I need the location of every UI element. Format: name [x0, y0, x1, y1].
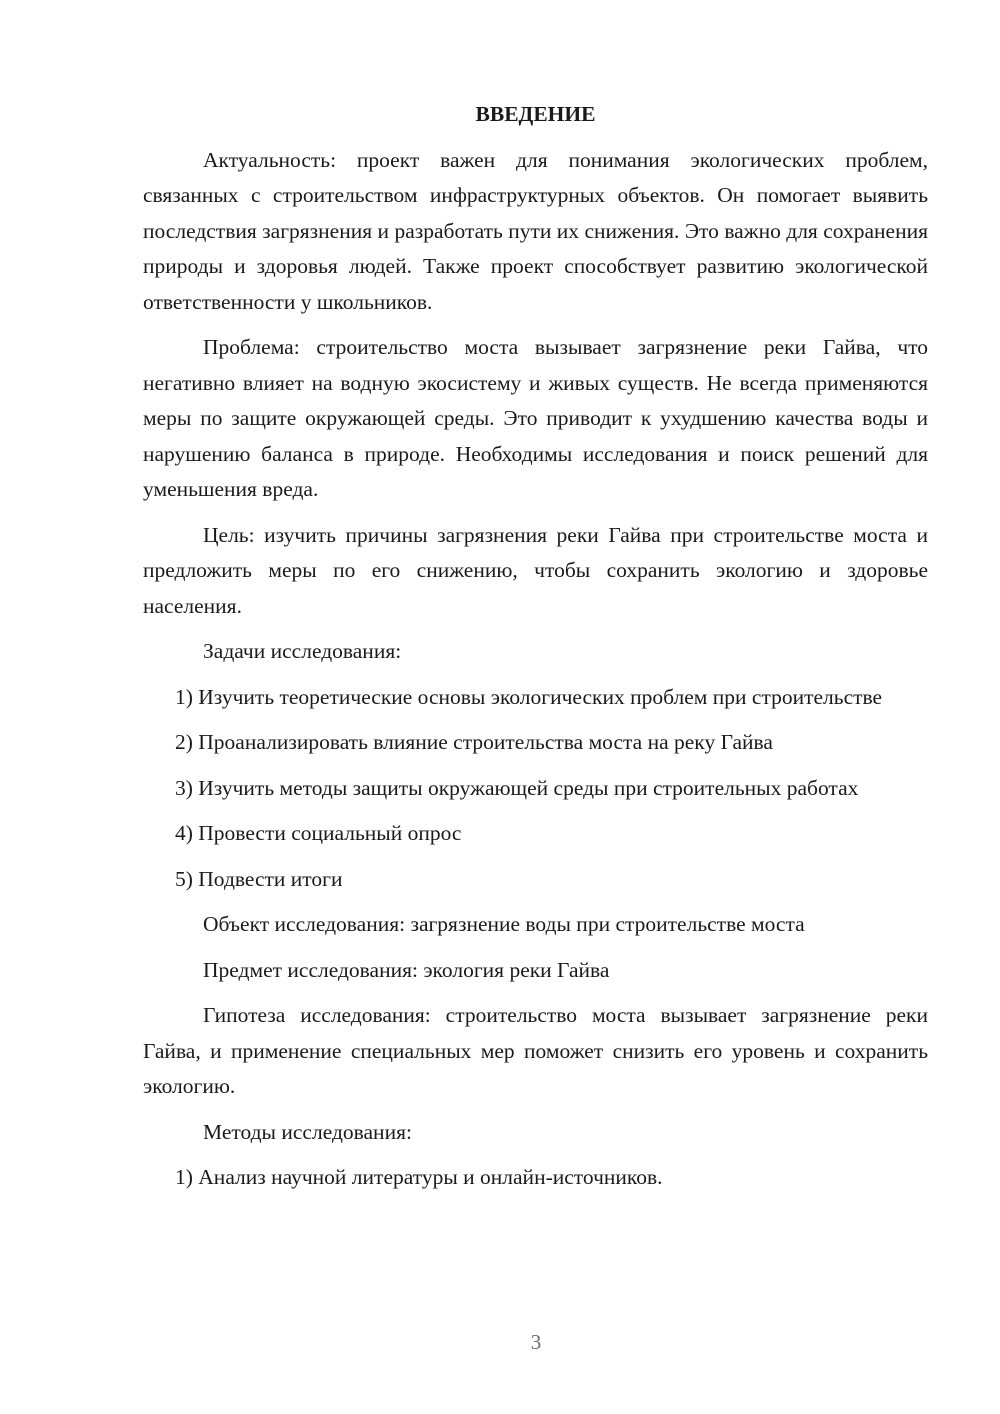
- task-item: 5) Подвести итоги: [175, 866, 343, 891]
- method-item: 1) Анализ научной литературы и онлайн-источников.: [175, 1165, 663, 1189]
- problem-paragraph: Проблема: строительство моста вызывает загрязнение реки Гайва, что негативно влияет на водную экосистему и живых существ. Не всегда применяются меры по защите окружающей среды. Это приводит к ухудшению качества воды и нарушению баланса в природе. Необходимы исследования и поиск решений для уменьшения вреда.: [143, 335, 928, 501]
- research-subject: Предмет исследования: экология реки Гайва: [203, 957, 610, 982]
- page-number: 3: [530, 1330, 542, 1354]
- tasks-heading: Задачи исследования:: [203, 639, 402, 663]
- task-item: 4) Провести социальный опрос: [175, 821, 462, 845]
- methods-heading: Методы исследования:: [203, 1119, 412, 1144]
- relevance-paragraph: Актуальность: проект важен для понимания экологических проблем, связанных с строительством инфраструктурных объектов. Он помогает выявить последствия загрязнения и разработать пути их снижения. Это важно для сохранения природы и здоровья людей. Также проект способствует развитию экологической ответственности у школьников.: [143, 147, 928, 314]
- task-item: 1) Изучить теоретические основы экологических проблем при строительстве: [175, 684, 883, 709]
- task-item: 2) Проанализировать влияние строительства моста на реку Гайва: [175, 730, 773, 754]
- research-object: Объект исследования: загрязнение воды при строительстве моста: [203, 912, 805, 936]
- hypothesis-paragraph: Гипотеза исследования: строительство моста вызывает загрязнение реки Гайва, и применение специальных мер поможет снизить его уровень и сохранить экологию.: [143, 1003, 928, 1098]
- goal-paragraph: Цель: изучить причины загрязнения реки Гайва при строительстве моста и предложить меры по его снижению, чтобы сохранить экологию и здоровье населения.: [143, 522, 928, 618]
- page-title: ВВЕДЕНИЕ: [475, 102, 596, 126]
- task-item: 3) Изучить методы защиты окружающей среды при строительных работах: [175, 775, 859, 800]
- document-page: [143, 97, 928, 1206]
